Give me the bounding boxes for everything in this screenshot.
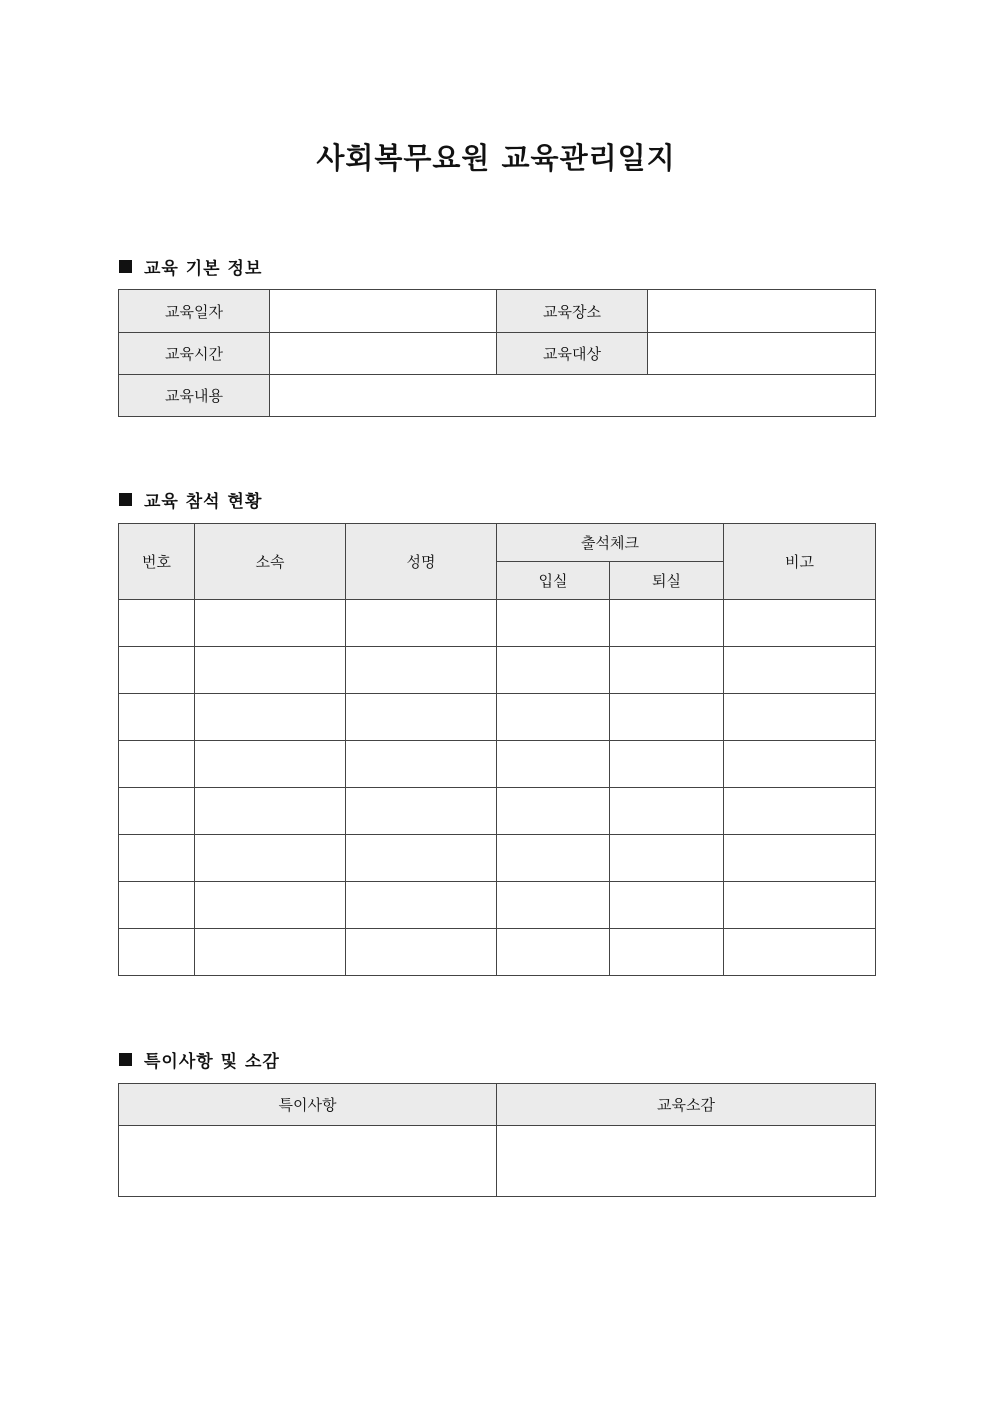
col-header-remarks: 비고 — [724, 524, 876, 600]
cell-name[interactable] — [346, 788, 497, 835]
cell-name[interactable] — [346, 741, 497, 788]
label-edu-place: 교육장소 — [497, 290, 648, 333]
field-special-notes[interactable] — [119, 1126, 497, 1197]
cell-no[interactable] — [119, 835, 195, 882]
cell-remarks[interactable] — [724, 741, 876, 788]
cell-check-in[interactable] — [497, 882, 610, 929]
section-basic-heading — [119, 254, 262, 279]
cell-name[interactable] — [346, 835, 497, 882]
col-header-no: 번호 — [119, 524, 195, 600]
cell-no[interactable] — [119, 788, 195, 835]
field-edu-date[interactable] — [270, 290, 497, 333]
cell-remarks[interactable] — [724, 788, 876, 835]
square-bullet-icon — [119, 260, 132, 273]
square-bullet-icon — [119, 493, 132, 506]
col-header-special-notes: 특이사항 — [119, 1084, 497, 1126]
table-row — [119, 788, 876, 835]
cell-check-out[interactable] — [610, 929, 724, 976]
cell-no[interactable] — [119, 694, 195, 741]
cell-check-in[interactable] — [497, 741, 610, 788]
basic-info-table — [118, 289, 876, 417]
section-attendance-heading — [119, 487, 262, 512]
cell-no[interactable] — [119, 929, 195, 976]
cell-affiliation[interactable] — [195, 694, 346, 741]
label-edu-date: 교육일자 — [119, 290, 270, 333]
cell-remarks[interactable] — [724, 600, 876, 647]
square-bullet-icon — [119, 1053, 132, 1066]
cell-check-in[interactable] — [497, 788, 610, 835]
section-notes-heading — [119, 1047, 280, 1072]
cell-check-out[interactable] — [610, 647, 724, 694]
section-basic-title: 교육 기본 정보 — [144, 259, 263, 279]
field-edu-time[interactable] — [270, 333, 497, 375]
cell-affiliation[interactable] — [195, 882, 346, 929]
table-row — [119, 882, 876, 929]
col-header-impressions: 교육소감 — [497, 1084, 876, 1126]
cell-check-in[interactable] — [497, 835, 610, 882]
table-row — [119, 694, 876, 741]
attendance-table — [118, 523, 876, 976]
cell-check-in[interactable] — [497, 694, 610, 741]
cell-no[interactable] — [119, 647, 195, 694]
cell-affiliation[interactable] — [195, 647, 346, 694]
table-row — [119, 929, 876, 976]
cell-check-in[interactable] — [497, 647, 610, 694]
table-row — [119, 600, 876, 647]
cell-name[interactable] — [346, 600, 497, 647]
cell-affiliation[interactable] — [195, 600, 346, 647]
table-row — [119, 835, 876, 882]
cell-remarks[interactable] — [724, 694, 876, 741]
cell-no[interactable] — [119, 882, 195, 929]
col-header-attendance-check: 출석체크 — [497, 524, 724, 562]
cell-check-out[interactable] — [610, 882, 724, 929]
cell-remarks[interactable] — [724, 929, 876, 976]
cell-name[interactable] — [346, 882, 497, 929]
col-header-name: 성명 — [346, 524, 497, 600]
field-edu-place[interactable] — [648, 290, 876, 333]
field-edu-content[interactable] — [270, 375, 876, 417]
cell-affiliation[interactable] — [195, 741, 346, 788]
col-header-affiliation: 소속 — [195, 524, 346, 600]
cell-check-out[interactable] — [610, 788, 724, 835]
label-edu-content: 교육내용 — [119, 375, 270, 417]
cell-no[interactable] — [119, 600, 195, 647]
label-edu-target: 교육대상 — [497, 333, 648, 375]
cell-check-out[interactable] — [610, 835, 724, 882]
cell-remarks[interactable] — [724, 882, 876, 929]
table-row — [119, 647, 876, 694]
cell-affiliation[interactable] — [195, 835, 346, 882]
field-edu-target[interactable] — [648, 333, 876, 375]
cell-check-out[interactable] — [610, 694, 724, 741]
page-title: 사회복무요원 교육관리일지 — [316, 141, 676, 175]
cell-remarks[interactable] — [724, 835, 876, 882]
table-row — [119, 741, 876, 788]
cell-affiliation[interactable] — [195, 788, 346, 835]
col-header-check-out: 퇴실 — [610, 562, 724, 600]
section-notes-title: 특이사항 및 소감 — [144, 1052, 280, 1072]
cell-check-in[interactable] — [497, 929, 610, 976]
field-impressions[interactable] — [497, 1126, 876, 1197]
notes-table — [118, 1083, 876, 1197]
cell-check-out[interactable] — [610, 741, 724, 788]
cell-affiliation[interactable] — [195, 929, 346, 976]
cell-no[interactable] — [119, 741, 195, 788]
label-edu-time: 교육시간 — [119, 333, 270, 375]
col-header-check-in: 입실 — [497, 562, 610, 600]
cell-name[interactable] — [346, 647, 497, 694]
cell-name[interactable] — [346, 929, 497, 976]
cell-name[interactable] — [346, 694, 497, 741]
section-attendance-title: 교육 참석 현황 — [144, 492, 263, 512]
cell-remarks[interactable] — [724, 647, 876, 694]
cell-check-in[interactable] — [497, 600, 610, 647]
cell-check-out[interactable] — [610, 600, 724, 647]
